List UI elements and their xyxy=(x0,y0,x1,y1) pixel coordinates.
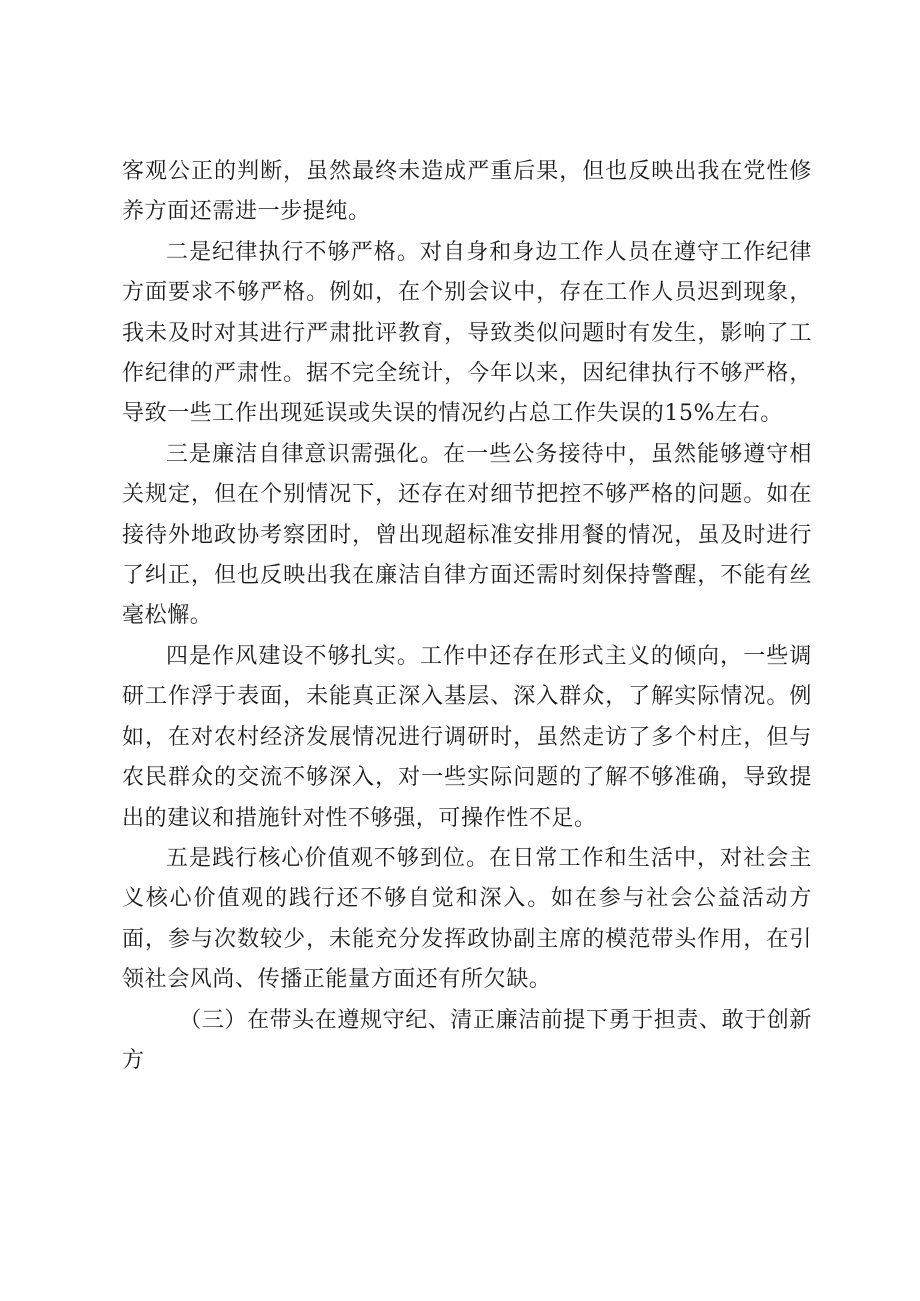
paragraph-discipline: 二是纪律执行不够严格。对自身和身边工作人员在遵守工作纪律方面要求不够严格。例如，在个别会议中，存在工作人员迟到现象，我未及时对其进行严肃批评教育，导致类似问题时有发生，影响了工作纪律的严肃性。据不完全统计，今年以来，因纪律执行不够严格，导致一些工作出现延误或失误的情况约占总工作失误的15%左右。 xyxy=(122,239,812,427)
paragraph-work-style: 四是作风建设不够扎实。工作中还存在形式主义的倾向，一些调研工作浮于表面，未能真正深入基层、深入群众，了解实际情况。例如，在对农村经济发展情况进行调研时，虽然走访了多个村庄，但与农民群众的交流不够深入，对一些实际问题的了解不够准确，导致提出的建议和措施针对性不够强，可操作性不足。 xyxy=(122,643,812,831)
section-heading-three: （三）在带头在遵规守纪、清正廉洁前提下勇于担责、敢于创新方 xyxy=(122,1007,812,1073)
paragraph-core-values: 五是践行核心价值观不够到位。在日常工作和生活中，对社会主义核心价值观的践行还不够自觉和深入。如在参与社会公益活动方面，参与次数较少，未能充分发挥政协副主席的模范带头作用，在引领社会风尚、传播正能量方面还有所欠缺。 xyxy=(122,845,812,993)
paragraph-continuation: 客观公正的判断，虽然最终未造成严重后果，但也反映出我在党性修养方面还需进一步提纯。 xyxy=(122,159,812,225)
document-body xyxy=(122,152,812,1081)
paragraph-integrity: 三是廉洁自律意识需强化。在一些公务接待中，虽然能够遵守相关规定，但在个别情况下，还存在对细节把控不够严格的问题。如在接待外地政协考察团时，曾出现超标准安排用餐的情况，虽及时进行了纠正，但也反映出我在廉洁自律方面还需时刻保持警醒，不能有丝毫松懈。 xyxy=(122,441,812,629)
